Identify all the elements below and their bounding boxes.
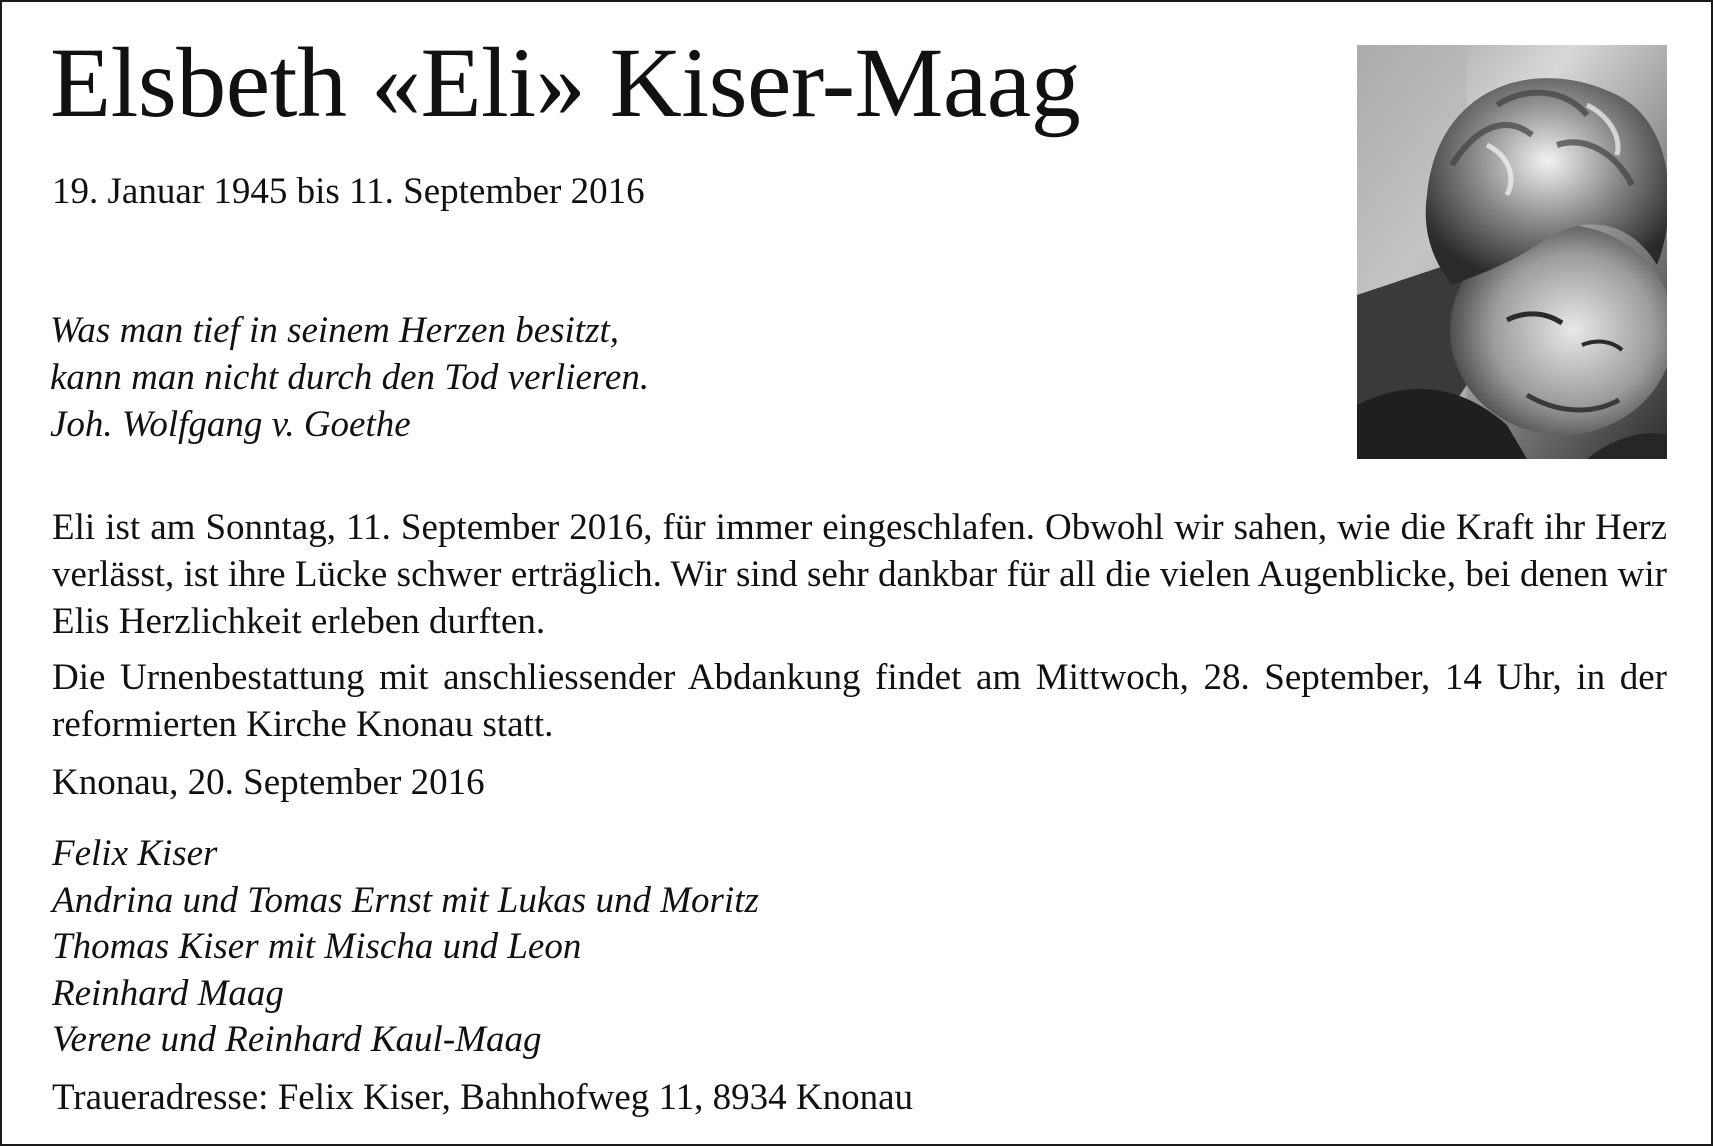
mourners-list bbox=[52, 831, 759, 1064]
portrait-photo bbox=[1357, 45, 1667, 459]
quote-block bbox=[50, 307, 649, 448]
mourning-address: Traueradresse: Felix Kiser, Bahnhofweg 11, 8934 Knonau bbox=[52, 1077, 914, 1118]
mourner-name: Verene und Reinhard Kaul-Maag bbox=[52, 1019, 542, 1060]
quote-line: Was man tief in seinem Herzen besitzt, bbox=[50, 310, 620, 351]
mourner-name: Thomas Kiser mit Mischa und Leon bbox=[52, 926, 582, 967]
quote-author: Joh. Wolfgang v. Goethe bbox=[50, 404, 411, 445]
mourner-name: Felix Kiser bbox=[52, 833, 218, 874]
portrait-image bbox=[1357, 45, 1667, 459]
deceased-name: Elsbeth «Eli» Kiser-Maag bbox=[50, 27, 1081, 138]
funeral-details-paragraph: Die Urnenbestattung mit anschliessender Abdankung findet am Mittwoch, 28. September, 14 Uhr, in der reformierten Kirche Knonau statt. bbox=[52, 657, 1667, 745]
notice-body bbox=[52, 504, 1667, 748]
life-dates: 19. Januar 1945 bis 11. September 2016 bbox=[52, 171, 645, 212]
quote-line: kann man nicht durch den Tod verlieren. bbox=[50, 357, 650, 398]
mourner-name: Reinhard Maag bbox=[52, 972, 284, 1014]
mourner-name: Andrina und Tomas Ernst mit Lukas und Moritz bbox=[52, 879, 759, 921]
announcement-paragraph: Eli ist am Sonntag, 11. September 2016, für immer eingeschlafen. Obwohl wir sahen, wie die Kraft ihr Herz verlässt, ist ihre Lücke schwer erträglich. Wir sind sehr dankbar für all die vielen Augenblicke, bei denen wir Elis Herzlichkeit erleben durften. bbox=[52, 507, 1667, 642]
place-and-date: Knonau, 20. September 2016 bbox=[52, 762, 485, 803]
